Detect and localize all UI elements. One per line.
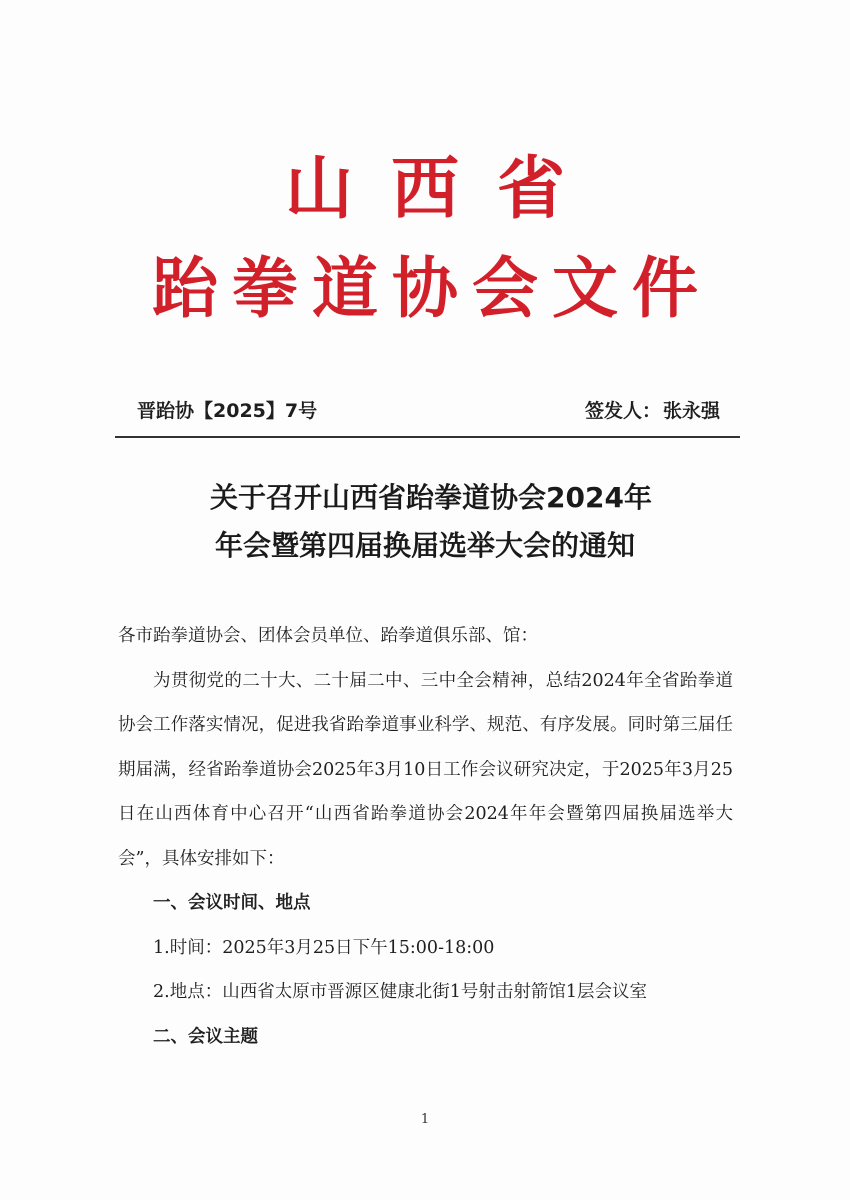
notice-body	[118, 614, 733, 1059]
section2-heading: 二、会议主题	[153, 1026, 258, 1047]
header-divider	[115, 436, 740, 438]
section1-heading: 一、会议时间、地点	[153, 893, 311, 913]
signer-block	[585, 396, 720, 423]
document-number: 晋跆协【2025】7号	[137, 400, 318, 422]
header-title-line2: 跆拳道协会文件	[152, 249, 712, 327]
notice-title-line2: 年会暨第四届换届选举大会的通知	[214, 529, 635, 562]
header-title-line1: 山西省	[284, 149, 603, 229]
signer-label: 签发人：	[584, 400, 661, 422]
intro-paragraph: 为贯彻党的二十大、二十届二中、三中全会精神，总结2024年全省跆拳道协会工作落实情况，促进我省跆拳道事业科学、规范、有序发展。同时第三届任期届满，经省跆拳道协会2025年3月10日工作会议研究决定，于2025年3月25日在山西体育中心召开“山西省跆拳道协会2024年年会暨第四届换届选举大会”，具体安排如下：	[118, 670, 733, 869]
page-number: 1	[420, 1112, 430, 1127]
time-item: 1.时间：2025年3月25日下午15:00-18:00	[153, 937, 495, 958]
place-item: 2.地点：山西省太原市晋源区健康北街1号射击射箭馆1层会议室	[153, 982, 647, 1002]
signer-name: 张永强	[662, 400, 720, 422]
salutation: 各市跆拳道协会、团体会员单位、跆拳道俱乐部、馆：	[118, 626, 538, 646]
notice-title-line1: 关于召开山西省跆拳道协会2024年	[210, 481, 652, 514]
